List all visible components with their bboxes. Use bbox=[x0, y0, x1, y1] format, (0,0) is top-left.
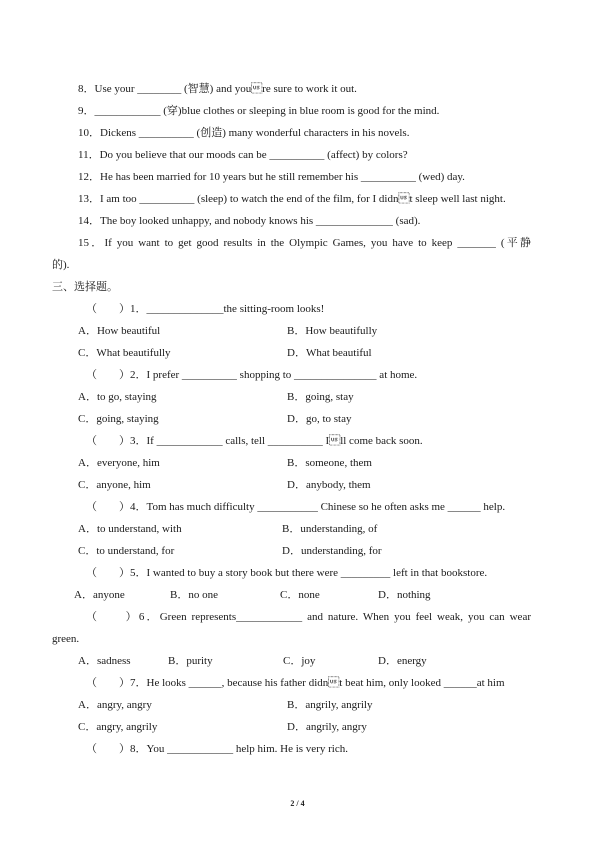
question-6-options-row bbox=[0, 654, 595, 668]
question-8-stem: （ ）8．You ____________ help him. He is very rich. bbox=[86, 743, 348, 755]
question-2-options-row-1 bbox=[0, 390, 595, 404]
question-4-option-d[interactable]: D．understanding, for bbox=[282, 545, 382, 557]
question-6-option-a[interactable]: A．sadness bbox=[78, 655, 131, 667]
fill-in-item-11: 11．Do you believe that our moods can be __________ (affect) by colors? bbox=[78, 149, 408, 161]
question-2-option-b[interactable]: B．going, stay bbox=[287, 391, 354, 403]
question-1-option-c[interactable]: C．What beautifully bbox=[78, 347, 171, 359]
question-2-options-row-2 bbox=[0, 412, 595, 426]
fill-in-item-9: 9．____________ (穿)blue clothes or sleeping in blue room is good for the mind. bbox=[78, 105, 440, 117]
fill-in-item-12: 12．He has been married for 10 years but he still remember his __________ (wed) day. bbox=[78, 171, 465, 183]
question-7-options-row-2 bbox=[0, 720, 595, 734]
question-4-option-c[interactable]: C．to understand, for bbox=[78, 545, 175, 557]
fill-in-item-8: 8．Use your ________ (智慧) and you re sure to work it out. bbox=[78, 83, 357, 95]
question-7-option-d[interactable]: D．angrily, angry bbox=[287, 721, 367, 733]
question-7-options-row-1 bbox=[0, 698, 595, 712]
page-number: 2 / 4 bbox=[290, 799, 305, 808]
question-3-option-d[interactable]: D．anybody, them bbox=[287, 479, 371, 491]
question-1-option-a[interactable]: A．How beautiful bbox=[78, 325, 161, 337]
question-1-options-row-1 bbox=[0, 324, 595, 338]
question-3-option-c[interactable]: C．anyone, him bbox=[78, 479, 151, 491]
question-3-options-row-2 bbox=[0, 478, 595, 492]
question-4-options-row-1 bbox=[0, 522, 595, 536]
question-7-option-b[interactable]: B．angrily, angrily bbox=[287, 699, 373, 711]
question-5-option-a[interactable]: A．anyone bbox=[74, 589, 125, 601]
question-1-options-row-2 bbox=[0, 346, 595, 360]
fill-in-item-15: 15．If you want to get good results in the Olympic Games, you have to keep _______ (平静 bbox=[78, 237, 531, 249]
fill-in-item-13: 13．I am too __________ (sleep) to watch the end of the film, for I didn t sleep well last night. bbox=[78, 193, 506, 205]
question-4-option-b[interactable]: B．understanding, of bbox=[282, 523, 378, 535]
question-4-option-a[interactable]: A．to understand, with bbox=[78, 523, 182, 535]
question-3-stem: （ ）3．If ____________ calls, tell __________ I ll come back soon. bbox=[86, 435, 423, 447]
question-7-option-c[interactable]: C．angry, angrily bbox=[78, 721, 158, 733]
question-5-stem: （ ）5．I wanted to buy a story book but there were _________ left in that bookstore. bbox=[86, 567, 488, 579]
question-1-stem: （ ）1．______________the sitting-room looks! bbox=[86, 303, 325, 315]
question-6-option-b[interactable]: B．purity bbox=[168, 655, 213, 667]
question-6-option-d[interactable]: D．energy bbox=[378, 655, 427, 667]
question-5-option-b[interactable]: B．no one bbox=[170, 589, 218, 601]
question-6-option-c[interactable]: C．joy bbox=[283, 655, 316, 667]
question-3-options-row-1 bbox=[0, 456, 595, 470]
fill-in-item-10: 10．Dickens __________ (创造) many wonderful characters in his novels. bbox=[78, 127, 410, 139]
question-5-options-row bbox=[0, 588, 595, 602]
question-3-option-b[interactable]: B．someone, them bbox=[287, 457, 372, 469]
question-6-stem: （ ）6．Green represents____________ and nature. When you feel weak, you can wear bbox=[86, 611, 531, 623]
section-title: 三、选择题。 bbox=[52, 281, 118, 293]
question-2-option-c[interactable]: C．going, staying bbox=[78, 413, 159, 425]
fill-in-item-15-cont: 的). bbox=[52, 259, 70, 271]
question-6-stem-cont: green. bbox=[52, 633, 80, 645]
question-1-option-b[interactable]: B．How beautifully bbox=[287, 325, 378, 337]
question-4-stem: （ ）4．Tom has much difficulty ___________ Chinese so he often asks me ______ help. bbox=[86, 501, 506, 513]
question-5-option-c[interactable]: C．none bbox=[280, 589, 320, 601]
question-4-options-row-2 bbox=[0, 544, 595, 558]
question-2-stem: （ ）2．I prefer __________ shopping to _______________ at home. bbox=[86, 369, 418, 381]
fill-in-item-14: 14．The boy looked unhappy, and nobody knows his ______________ (sad). bbox=[78, 215, 421, 227]
question-3-option-a[interactable]: A．everyone, him bbox=[78, 457, 160, 469]
question-7-option-a[interactable]: A．angry, angry bbox=[78, 699, 152, 711]
question-1-option-d[interactable]: D．What beautiful bbox=[287, 347, 372, 359]
question-2-option-d[interactable]: D．go, to stay bbox=[287, 413, 352, 425]
question-7-stem: （ ）7．He looks ______, because his father didn t beat him, only looked ______at him bbox=[86, 677, 505, 689]
question-2-option-a[interactable]: A．to go, staying bbox=[78, 391, 157, 403]
question-5-option-d[interactable]: D．nothing bbox=[378, 589, 431, 601]
